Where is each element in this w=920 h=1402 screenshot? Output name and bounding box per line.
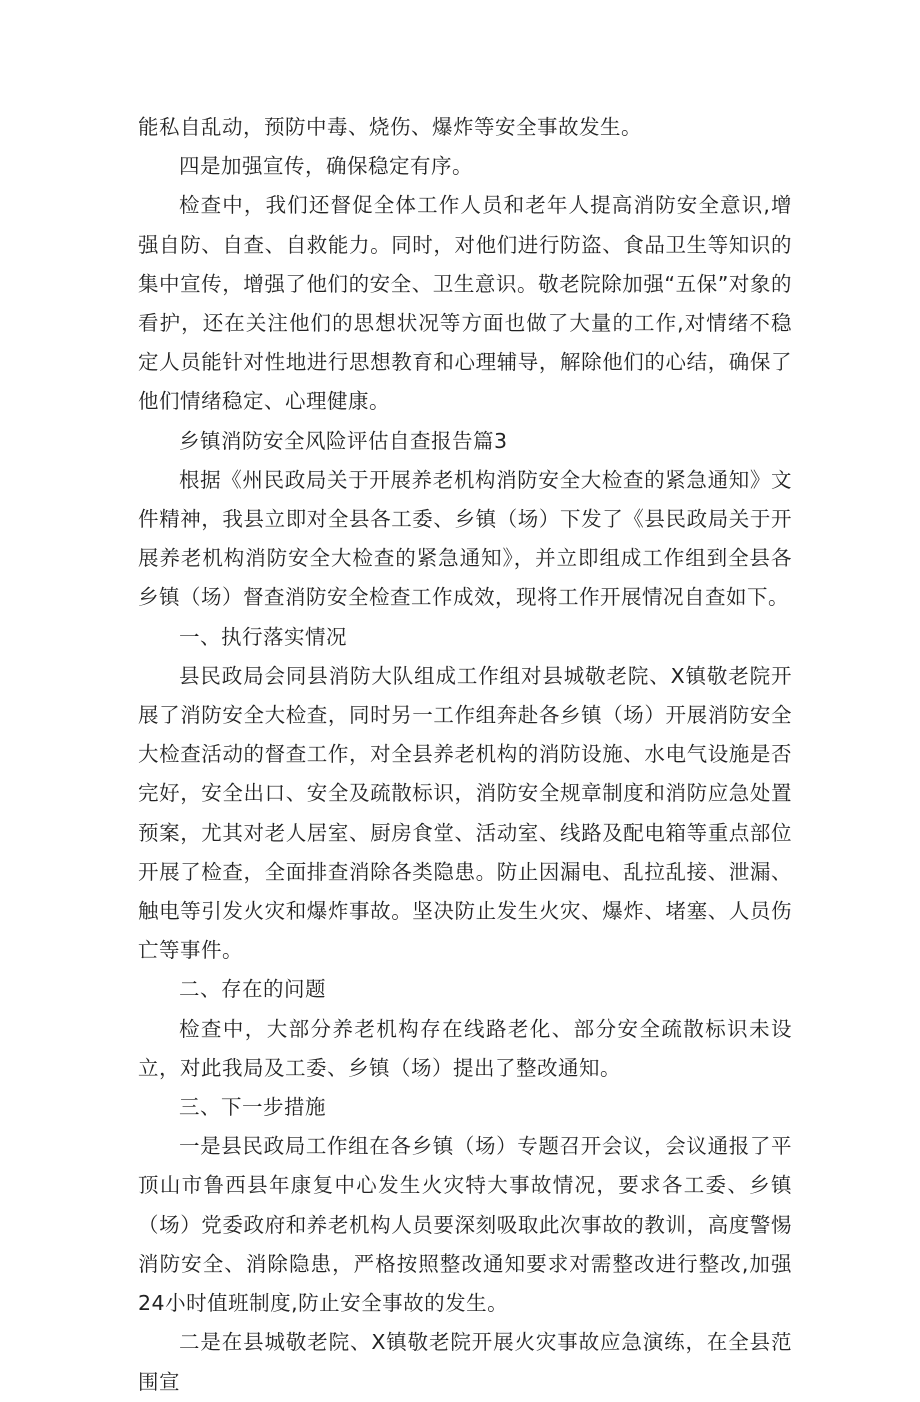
paragraph-step-two: 二是在县城敬老院、X镇敬老院开展火灾事故应急演练，在全县范围宣 <box>138 1330 792 1394</box>
paragraph-inspection-awareness: 检查中，我们还督促全体工作人员和老年人提高消防安全意识,增强自防、自查、自救能力。同时，对他们进行防盗、食品卫生等知识的集中宣传，增强了他们的安全、卫生意识。敬老院除加强“五保”对象的看护，还在关注他们的思想状况等方面也做了大量的工作,对情绪不稳定人员能针对性地进行思想教育和心理辅导，解除他们的心结，确保了他们情绪稳定、心理健康。 <box>138 193 792 414</box>
paragraph-point-four: 四是加强宣传，确保稳定有序。 <box>179 154 473 179</box>
paragraph-continuation: 能私自乱动，预防中毒、烧伤、爆炸等安全事故发生。 <box>138 115 642 139</box>
paragraph-step-one: 一是县民政局工作组在各乡镇（场）专题召开会议，会议通报了平顶山市鲁西县年康复中心发生火灾特大事故情况，要求各工委、乡镇（场）党委政府和养老机构人员要深刻吸取此次事故的教训，高度警惕消防安全、消除隐患，严格按照整改通知要求对需整改进行整改,加强24小时值班制度,防止安全事故的发生。 <box>138 1134 792 1316</box>
heading-implementation: 一、执行落实情况 <box>179 624 347 649</box>
heading-next-steps: 三、下一步措施 <box>179 1095 326 1120</box>
section-title: 乡镇消防安全风险评估自查报告篇3 <box>179 428 508 453</box>
heading-problems: 二、存在的问题 <box>179 977 326 1002</box>
document-body <box>138 108 792 1402</box>
paragraph-implementation: 县民政局会同县消防大队组成工作组对县城敬老院、X镇敬老院开展了消防安全大检查，同时另一工作组奔赴各乡镇（场）开展消防安全大检查活动的督查工作，对全县养老机构的消防设施、水电气设施是否完好，安全出口、安全及疏散标识，消防安全规章制度和消防应急处置预案，尤其对老人居室、厨房食堂、活动室、线路及配电箱等重点部位开展了检查，全面排查消除各类隐患。防止因漏电、乱拉乱接、泄漏、触电等引发火灾和爆炸事故。坚决防止发生火灾、爆炸、堵塞、人员伤亡等事件。 <box>138 663 792 963</box>
paragraph-problems: 检查中，大部分养老机构存在线路老化、部分安全疏散标识未设立，对此我局及工委、乡镇（场）提出了整改通知。 <box>138 1016 792 1080</box>
paragraph-intro: 根据《州民政局关于开展养老机构消防安全大检查的紧急通知》文件精神，我县立即对全县各工委、乡镇（场）下发了《县民政局关于开展养老机构消防安全大检查的紧急通知》，并立即组成工作组到全县各乡镇（场）督查消防安全检查工作成效，现将工作开展情况自查如下。 <box>138 467 792 610</box>
